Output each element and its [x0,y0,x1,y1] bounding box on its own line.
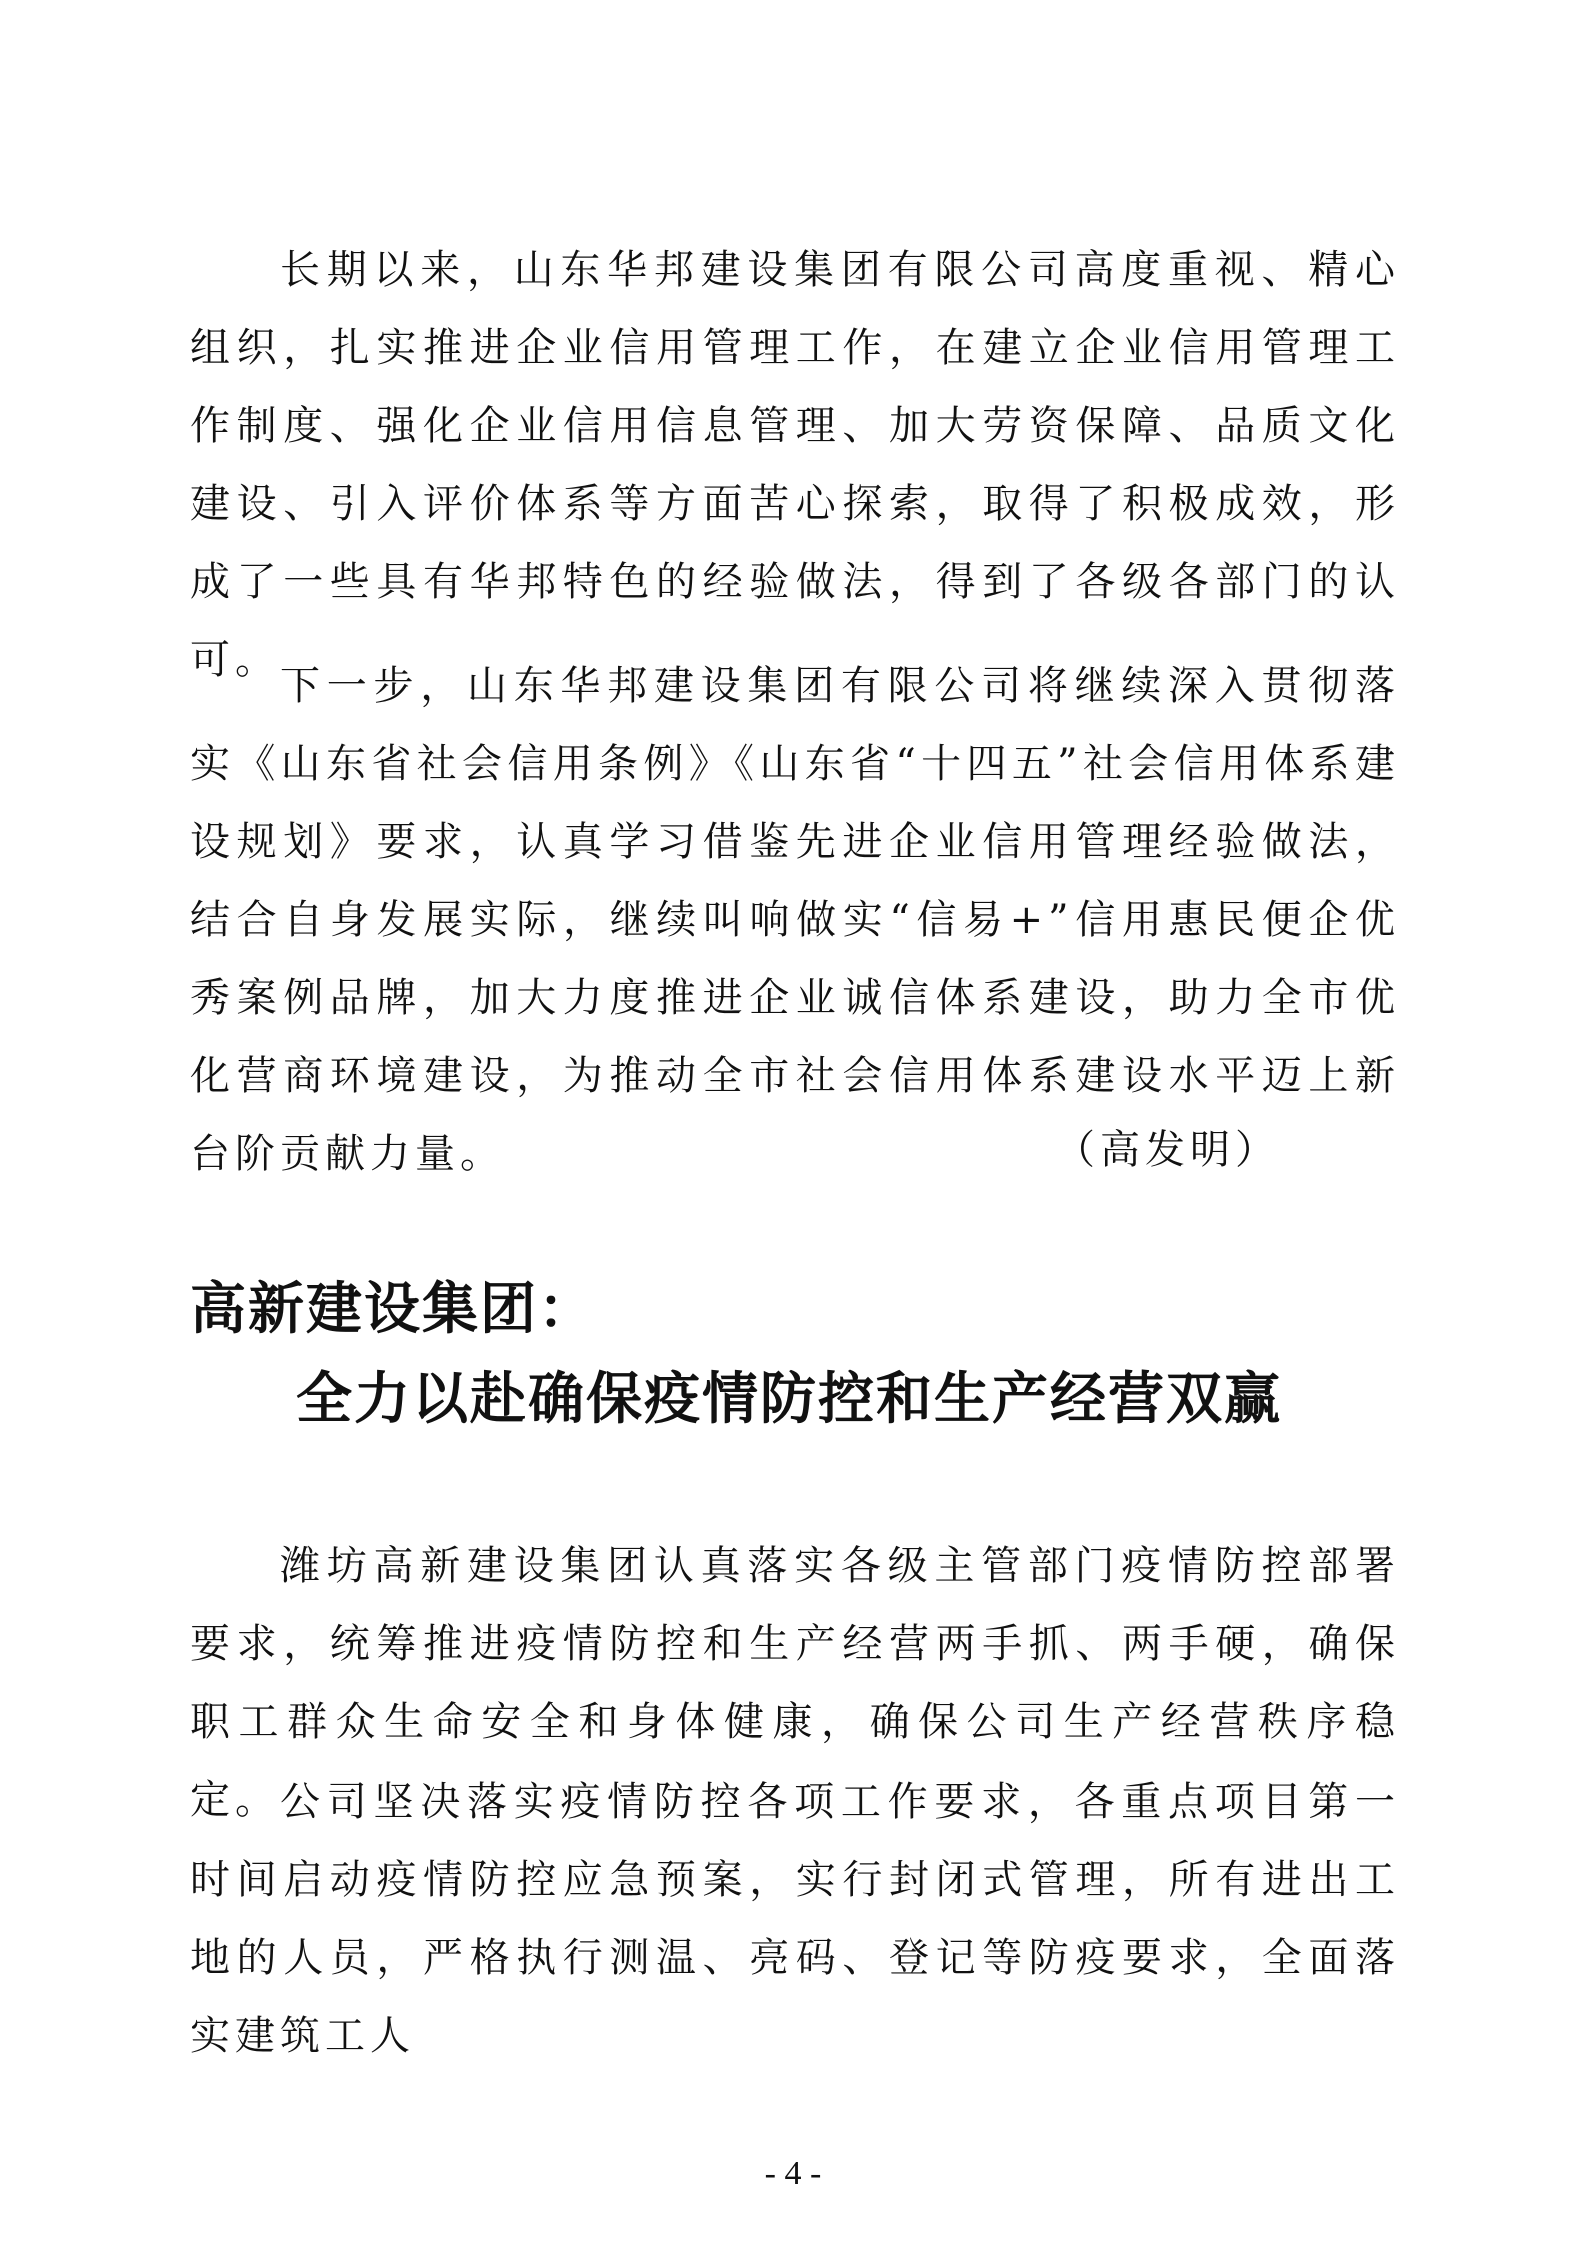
article-title-line-1: 高新建设集团： [190,1276,596,1342]
article2-paragraph-2: 公司坚决落实疫情防控各项工作要求，各重点项目第一时间启动疫情防控应急预案，实行封闭式管理，所有进出工地的人员，严格执行测温、亮码、登记等防疫要求，全面落实建筑工人 [190,1779,1400,2059]
article1-paragraph-2: 下一步，山东华邦建设集团有限公司将继续深入贯彻落实《山东省社会信用条例》《山东省“十四五”社会信用体系建设规划》要求，认真学习借鉴先进企业信用管理经验做法，结合自身发展实际，继续叫响做实“信易+”信用惠民便企优秀案例品牌，加大力度推进企业诚信体系建设，助力全市优化营商环境建设，为推动全市社会信用体系建设水平迈上新台阶贡献力量。 [190,663,1400,1177]
page-number: - 4 - [764,2155,822,2192]
author-byline: （高发明） [1055,1127,1280,1173]
article2-paragraph-1: 潍坊高新建设集团认真落实各级主管部门疫情防控部署要求，统筹推进疫情防控和生产经营两手抓、两手硬，确保职工群众生命安全和身体健康，确保公司生产经营秩序稳定。 [190,1543,1400,1823]
article1-paragraph-1: 长期以来，山东华邦建设集团有限公司高度重视、精心组织，扎实推进企业信用管理工作，在建立企业信用管理工作制度、强化企业信用信息管理、加大劳资保障、品质文化建设、引入评价体系等方面苦心探索，取得了积极成效，形成了一些具有华邦特色的经验做法，得到了各级各部门的认可。 [190,247,1400,683]
article-title-line-2: 全力以赴确保疫情防控和生产经营双赢 [296,1366,1282,1432]
